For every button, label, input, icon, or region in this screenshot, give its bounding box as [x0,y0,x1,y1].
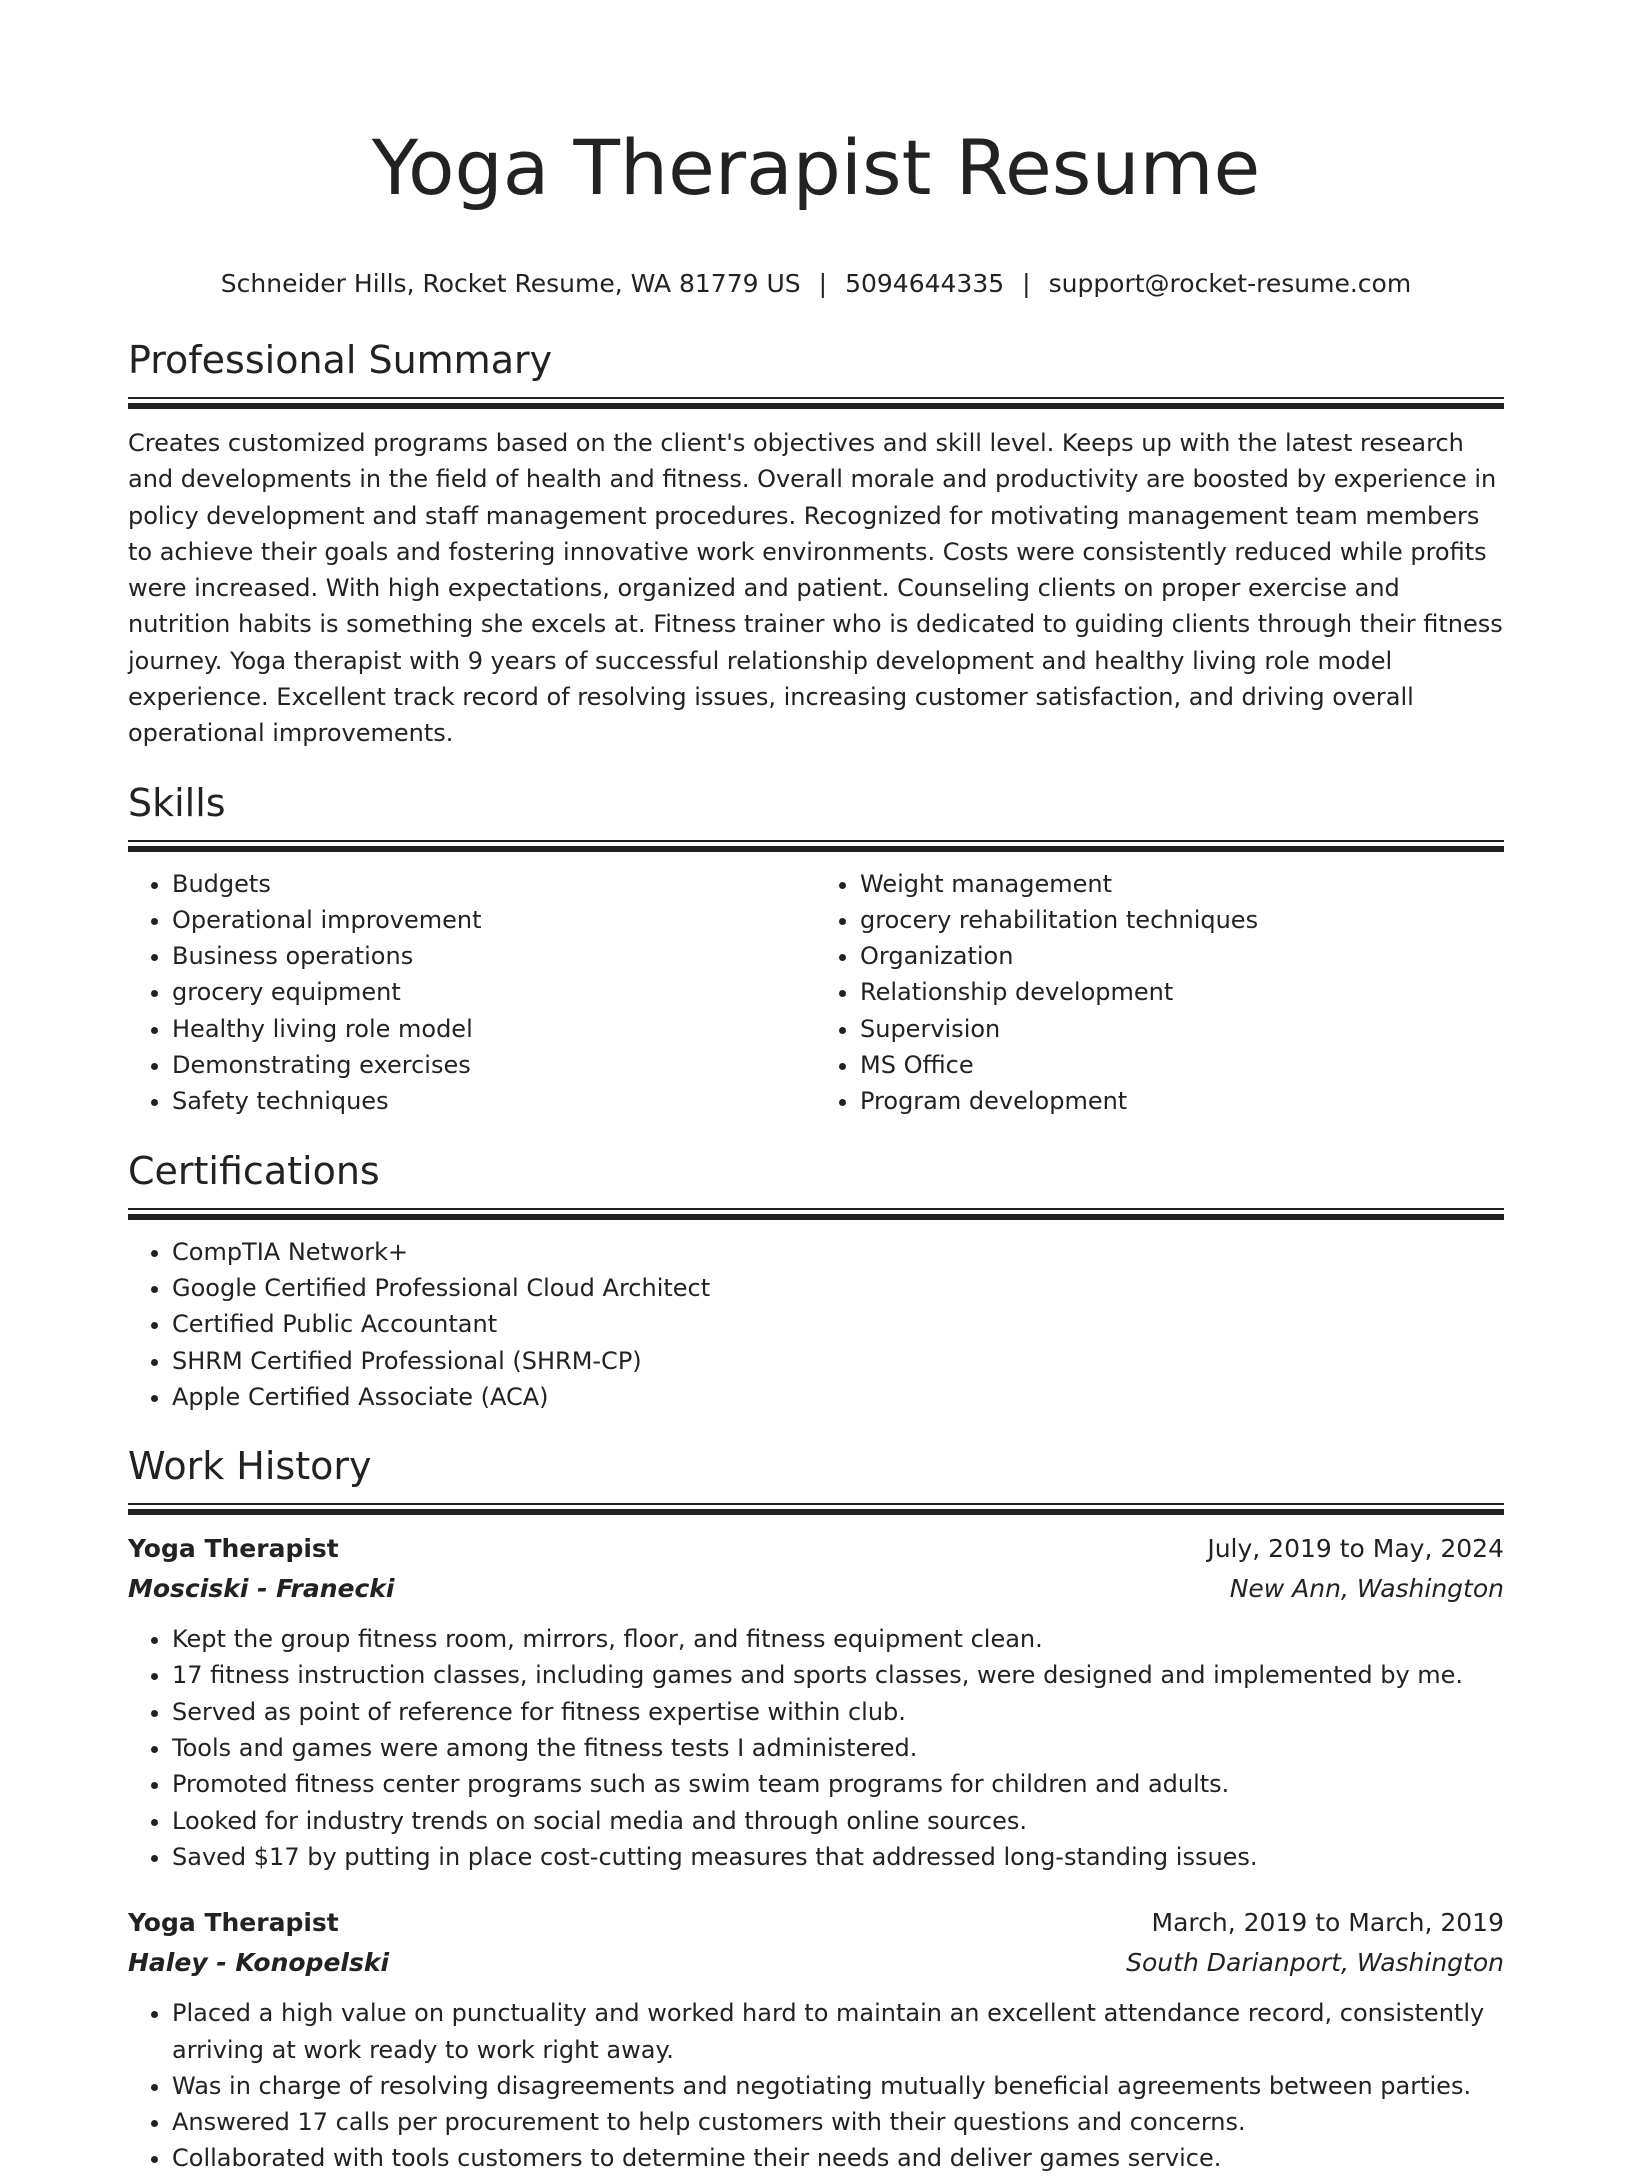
job-duty: • Collaborated with tools customers to determine their needs and deliver games service. [172,2140,1504,2176]
job-header [128,1529,1504,1569]
skills-heading: Skills [128,780,226,825]
skills-list-left [128,866,816,1120]
work-history-section [128,1441,1504,2177]
job-title: Yoga Therapist [128,1534,339,1564]
certifications-section [128,1146,1504,1415]
contact-email: support@rocket-resume.com [1048,268,1412,298]
skill-item: • MS Office [860,1047,1504,1083]
job-dates: July, 2019 to May, 2024 [1207,1534,1504,1564]
skill-item: • Safety techniques [172,1083,816,1119]
section-divider [128,1208,1504,1220]
skill-item: • Weight management [860,866,1504,902]
section-divider [128,397,1504,409]
contact-address: Schneider Hills, Rocket Resume, WA 81779 US [220,268,801,298]
skill-item: • Business operations [172,938,816,974]
job-duty: • Served as point of reference for fitness expertise within club. [172,1694,1504,1730]
skill-item: • Budgets [172,866,816,902]
job-subheader [128,1569,1504,1609]
skills-columns [128,866,1504,1120]
job-entry [128,1529,1504,1875]
summary-section [128,335,1504,752]
contact-phone: 5094644335 [845,268,1005,298]
job-duty: • 17 fitness instruction classes, including games and sports classes, were designed and implemented by me. [172,1657,1504,1693]
certification-item: • Certified Public Accountant [172,1306,1504,1342]
work-history-heading: Work History [128,1444,372,1489]
job-duty: • Looked for industry trends on social media and through online sources. [172,1803,1504,1839]
job-duty: • Placed a high value on punctuality and worked hard to maintain an excellent attendance record, consistently arriving at work ready to work right away. [172,1995,1504,2068]
job-title: Yoga Therapist [128,1908,339,1938]
job-location: South Darianport, Washington [1126,1948,1504,1978]
job-header [128,1903,1504,1943]
skill-item: • Demonstrating exercises [172,1047,816,1083]
certification-item: • Apple Certified Associate (ACA) [172,1379,1504,1415]
job-duty: • Kept the group fitness room, mirrors, floor, and fitness equipment clean. [172,1621,1504,1657]
certification-item: • SHRM Certified Professional (SHRM-CP) [172,1343,1504,1379]
job-company: Haley - Konopelski [128,1948,390,1978]
job-duty: • Saved $17 by putting in place cost-cutting measures that addressed long-standing issues. [172,1839,1504,1875]
job-duty: • Tools and games were among the fitness tests I administered. [172,1730,1504,1766]
skill-item: • Supervision [860,1011,1504,1047]
contact-separator: | [818,268,828,298]
skill-item: • grocery equipment [172,974,816,1010]
job-duties-list [128,1621,1504,1875]
resume-page [128,0,1504,2177]
certifications-list [128,1234,1504,1415]
job-duty: • Answered 17 calls per procurement to help customers with their questions and concerns. [172,2104,1504,2140]
certification-item: • CompTIA Network+ [172,1234,1504,1270]
contact-line [128,267,1504,301]
skill-item: • Healthy living role model [172,1011,816,1047]
job-company: Mosciski - Franecki [128,1574,395,1604]
job-duties-list [128,1995,1504,2176]
job-location: New Ann, Washington [1229,1574,1504,1604]
job-entry [128,1903,1504,2176]
job-dates: March, 2019 to March, 2019 [1151,1908,1504,1938]
job-subheader [128,1943,1504,1983]
skill-item: • grocery rehabilitation techniques [860,902,1504,938]
contact-separator: | [1022,268,1031,298]
skill-item: • Program development [860,1083,1504,1119]
resume-title: Yoga Therapist Resume [371,123,1261,212]
skills-list-right [816,866,1504,1120]
skill-item: • Operational improvement [172,902,816,938]
section-divider [128,840,1504,852]
summary-text: Creates customized programs based on the client's objectives and skill level. Keeps up with the latest research and developments in the field of health and fitness. Overall morale and productivity are boosted by experience in policy development and staff management procedures. Recognized for motivating management team members to achieve their goals and fostering innovative work environments. Costs were consistently reduced while profits were increased. With high expectations, organized and patient. Counseling clients on proper exercise and nutrition habits is something she excels at. Fitness trainer who is dedicated to guiding clients through their fitness journey. Yoga therapist with 9 years of successful relationship development and healthy living role model experience. Excellent track record of resolving issues, increasing customer satisfaction, and driving overall operational improvements. [128,428,1503,748]
skill-item: • Organization [860,938,1504,974]
certification-item: • Google Certified Professional Cloud Architect [172,1270,1504,1306]
skill-item: • Relationship development [860,974,1504,1010]
job-duty: • Promoted fitness center programs such as swim team programs for children and adults. [172,1766,1504,1802]
certifications-heading: Certifications [128,1148,380,1193]
summary-heading: Professional Summary [128,337,553,382]
job-duty: • Was in charge of resolving disagreements and negotiating mutually beneficial agreements between parties. [172,2068,1504,2104]
section-divider [128,1503,1504,1515]
skills-section [128,778,1504,1120]
